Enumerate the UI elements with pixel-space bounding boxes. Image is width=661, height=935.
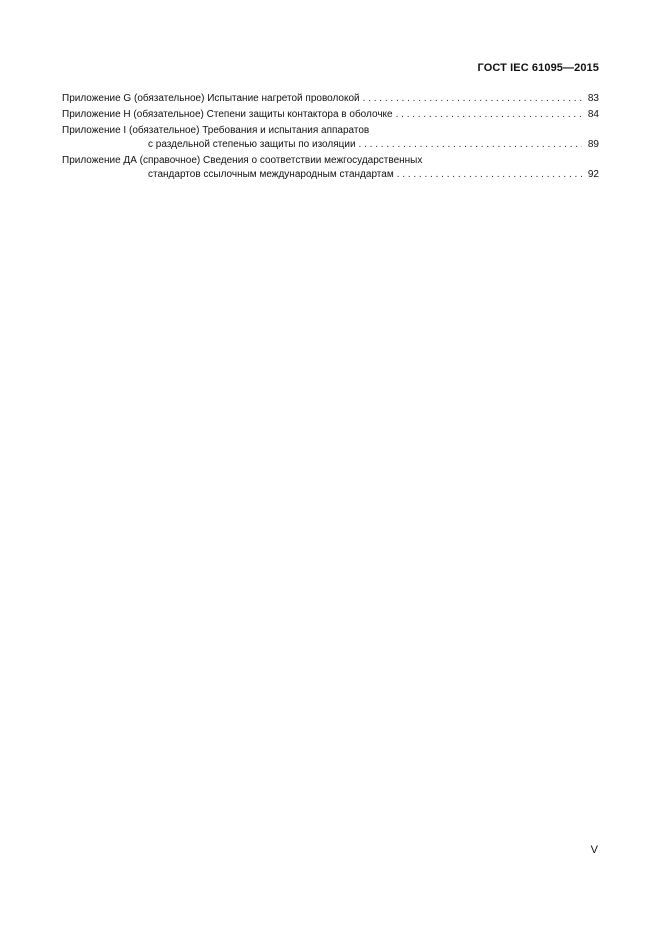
toc-leader-dots xyxy=(363,92,582,106)
document-header: ГОСТ IEC 61095—2015 xyxy=(477,62,599,74)
toc-entry-appendix-da[interactable] xyxy=(62,154,599,182)
toc-entry-title: Приложение I (обязательное) Требования и испытания аппаратов xyxy=(62,125,370,136)
toc-leader-dots xyxy=(396,108,582,122)
toc-entry-title-continuation: стандартов ссылочным международным стандартам xyxy=(148,169,394,180)
toc-entry-appendix-h[interactable] xyxy=(62,108,599,122)
toc-page-number: 89 xyxy=(587,139,599,150)
toc-entry-title: Приложение G (обязательное) Испытание нагретой проволокой xyxy=(62,93,360,104)
toc-page-number: 84 xyxy=(587,109,599,120)
toc-entry-appendix-i[interactable] xyxy=(62,124,599,152)
toc-entry-title: Приложение H (обязательное) Степени защиты контактора в оболочке xyxy=(62,109,393,120)
toc-page-number: 83 xyxy=(587,93,599,104)
toc-entry-title: Приложение ДА (справочное) Сведения о соответствии межгосударственных xyxy=(62,155,423,166)
toc-leader-dots xyxy=(359,138,582,152)
table-of-contents xyxy=(62,92,599,184)
toc-leader-dots xyxy=(397,168,582,182)
toc-entry-title-continuation: с раздельной степенью защиты по изоляции xyxy=(148,139,356,150)
toc-page-number: 92 xyxy=(587,169,599,180)
toc-entry-appendix-g[interactable] xyxy=(62,92,599,106)
page-number: V xyxy=(590,844,598,856)
